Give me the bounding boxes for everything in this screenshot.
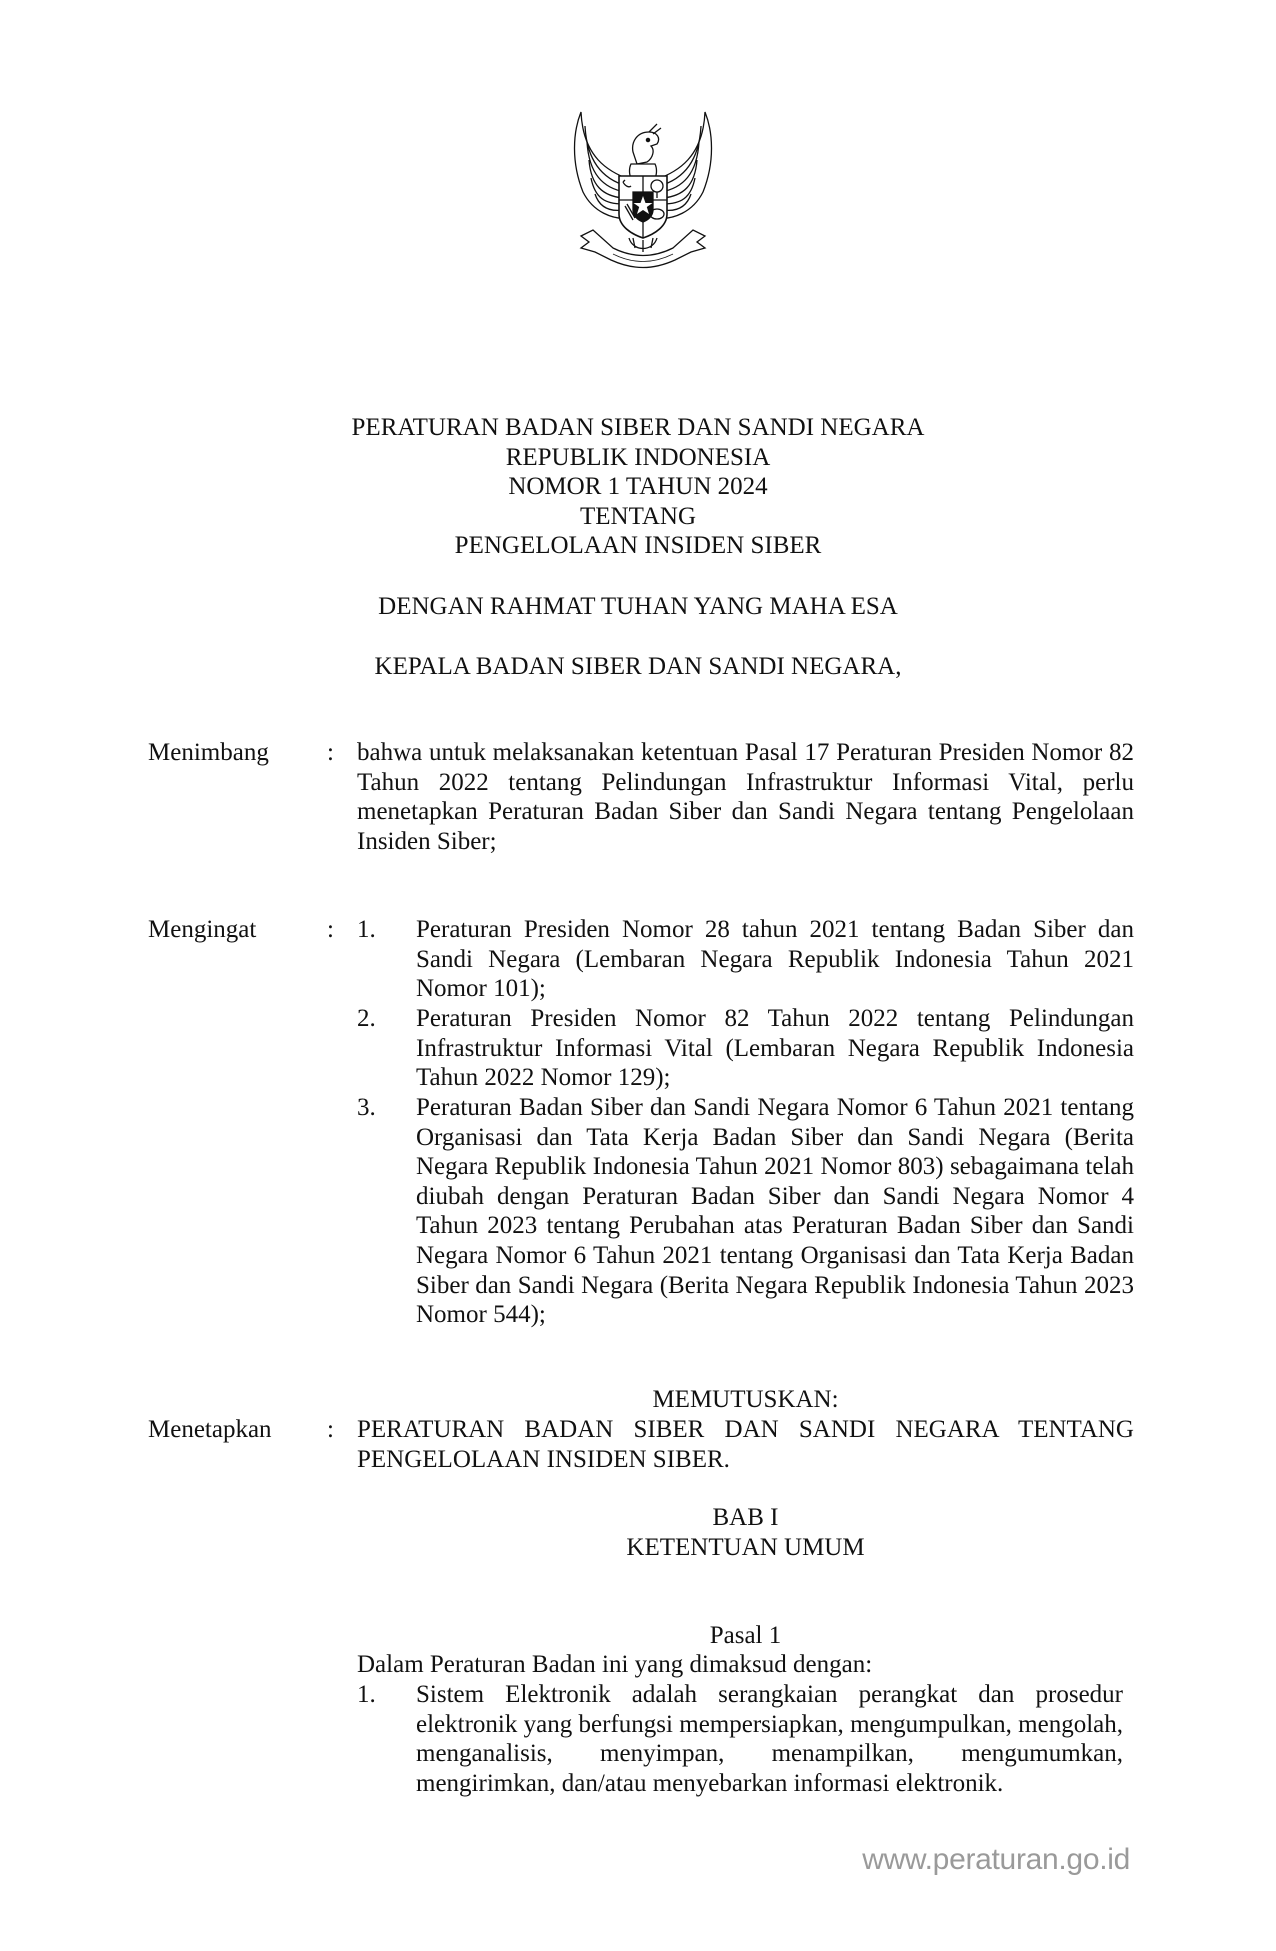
title-line-subject: PENGELOLAAN INSIDEN SIBER xyxy=(454,532,822,560)
title-block xyxy=(0,413,1276,561)
pasal-intro: Dalam Peraturan Badan ini yang dimaksud dengan: xyxy=(357,1651,873,1678)
mengingat-item-text: Peraturan Badan Siber dan Sandi Negara Nomor 6 Tahun 2021 tentang Organisasi dan Tata Kerja Badan Siber dan Sandi Negara (Berita Negara Republik Indonesia Tahun 2021 Nomor 803) sebagaimana telah diubah dengan Peraturan Badan Siber dan Sandi Negara Nomor 4 Tahun 2023 tentang Perubahan atas Peraturan Badan Siber dan Sandi Negara Nomor 6 Tahun 2021 tentang Organisasi dan Tata Kerja Badan Siber dan Sandi Negara (Berita Negara Republik Indonesia Tahun 2023 Nomor 544); xyxy=(416,1094,1134,1329)
menimbang-label: Menimbang xyxy=(148,739,269,766)
mengingat-item-number: 2. xyxy=(357,1005,376,1032)
menetapkan-colon: : xyxy=(327,1416,334,1443)
menetapkan-label: Menetapkan xyxy=(148,1416,272,1443)
mengingat-item-number: 3. xyxy=(357,1094,376,1121)
title-line-regulation: PERATURAN BADAN SIBER DAN SANDI NEGARA xyxy=(351,414,925,441)
mengingat-item-number: 1. xyxy=(357,916,376,943)
pasal-title: Pasal 1 xyxy=(709,1622,782,1649)
garuda-pancasila-emblem-icon xyxy=(553,102,733,282)
mengingat-item-text: Peraturan Presiden Nomor 28 tahun 2021 tentang Badan Siber dan Sandi Negara (Lembaran Negara Republik Indonesia Tahun 2021 Nomor 101); xyxy=(416,916,1134,1003)
mengingat-label: Mengingat xyxy=(148,916,257,943)
menetapkan-text-line2: PENGELOLAAN INSIDEN SIBER. xyxy=(357,1445,730,1473)
mengingat-colon: : xyxy=(327,916,334,943)
pasal-item-text: Sistem Elektronik adalah serangkaian perangkat dan prosedur elektronik yang berfungsi mempersiapkan, mengumpulkan, mengolah, menganalisis, menyimpan, menampilkan, mengumumkan, mengirimkan, dan/atau menyebarkan informasi elektronik. xyxy=(416,1681,1123,1797)
source-watermark: www.peraturan.go.id xyxy=(862,1843,1130,1876)
bab-number: BAB I xyxy=(712,1504,779,1531)
title-line-about: TENTANG xyxy=(579,502,697,530)
mengingat-item-text: Peraturan Presiden Nomor 82 Tahun 2022 tentang Pelindungan Infrastruktur Informasi Vital (Lembaran Negara Republik Indonesia Tahun 2022 Nomor 129); xyxy=(416,1005,1134,1092)
menimbang-text: bahwa untuk melaksanakan ketentuan Pasal 17 Peraturan Presiden Nomor 82 Tahun 2022 tentang Pelindungan Infrastruktur Informasi Vital, perlu menetapkan Peraturan Badan Siber dan Sandi Negara tentang Pengelolaan Insiden Siber; xyxy=(357,739,1134,855)
bab-title: KETENTUAN UMUM xyxy=(626,1534,865,1561)
invocation: DENGAN RAHMAT TUHAN YANG MAHA ESA xyxy=(378,593,898,620)
title-line-country: REPUBLIK INDONESIA xyxy=(505,443,771,471)
pasal-item-number: 1. xyxy=(357,1681,376,1708)
menetapkan-text-line1: PERATURAN BADAN SIBER DAN SANDI NEGARA TENTANG xyxy=(357,1416,1134,1443)
title-line-number: NOMOR 1 TAHUN 2024 xyxy=(508,473,768,501)
issuer: KEPALA BADAN SIBER DAN SANDI NEGARA, xyxy=(374,653,902,680)
memutuskan-heading: MEMUTUSKAN: xyxy=(652,1386,839,1413)
menimbang-colon: : xyxy=(327,739,334,766)
